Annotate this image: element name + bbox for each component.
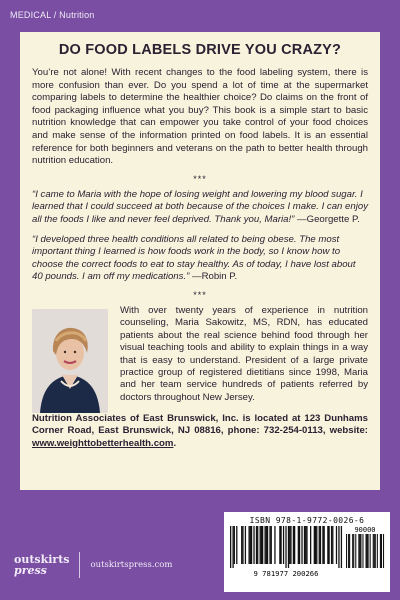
publisher-block (14, 552, 172, 578)
author-portrait-image (32, 309, 108, 413)
isbn-barcode (224, 512, 390, 592)
headline: DO FOOD LABELS DRIVE YOU CRAZY? (58, 42, 342, 58)
back-cover-panel (20, 32, 380, 490)
intro-paragraph: You’re not alone! With recent changes to the food labeling system, there is more confusion than ever. Do you spend a lot of time at the supermarket comparing labels to determine the healthier choice? Do claims on the front of food packaging influence what you buy? This book is a simple start to basic nutrition knowledge that can empower you take control of your food choices and make sense of the information printed on food labels. It is an essential reference for both beginners and veterans on the path to better health through nutrition education. (32, 67, 368, 167)
testimonial-2-text: “I developed three health conditions all related to being obese. The most important thing I learned is how foods work in the body, so I know how to choose the correct foods to eat to stay healthy. As of today, I have lost about 40 pounds. I am off my medications.” (32, 233, 356, 283)
barcode-digits: 9 781977 200266 (253, 569, 319, 578)
author-bio: With over twenty years of experience in nutrition counseling, Maria Sakowitz, MS, RDN, has educated patients about the real science behind food through her visual teaching tools and ability to explain things in a way that is easy to understand. President of a large private practice group of registered dietitians since 1998, Maria and her team service hundreds of patients referred by doctors throughout New Jersey. (120, 304, 368, 403)
testimonial-2-attribution: —Robin P. (189, 271, 238, 283)
author-section (32, 305, 368, 413)
publisher-logo (14, 554, 69, 576)
contact-end: . (173, 437, 177, 449)
website-link[interactable]: www.weighttobetterhealth.com (32, 437, 174, 449)
section-divider-2: *** (193, 289, 207, 300)
isbn-label: ISBN 978-1-9772-0026-6 (249, 516, 365, 525)
contact-text: Nutrition Associates of East Brunswick, Inc. is located at 123 Dunhams Corner Road, East Brunswick, NJ 08816, phone: 732-254-0113, website: (32, 412, 368, 437)
publisher-logo-line2: press (14, 564, 47, 577)
price-code: 90000 (354, 526, 376, 534)
section-divider: *** (193, 173, 207, 184)
author-contact (32, 413, 368, 450)
testimonial-1 (32, 189, 368, 227)
publisher-divider (79, 552, 80, 578)
testimonial-1-text: “I came to Maria with the hope of losing weight and lowering my blood sugar. I learned that I could succeed at both because of the choices I make. I can enjoy all the foods I like and never feel deprived. Thank you, Maria!” (32, 188, 368, 225)
barcode-bars (228, 525, 386, 579)
category-label: MEDICAL / Nutrition (10, 10, 95, 20)
publisher-url[interactable]: outskirtspress.com (90, 560, 173, 570)
publisher-logo-line1: outskirts (14, 553, 70, 566)
author-photo (32, 309, 108, 413)
testimonial-1-attribution: —Georgette P. (294, 213, 360, 225)
testimonial-2 (32, 234, 368, 284)
